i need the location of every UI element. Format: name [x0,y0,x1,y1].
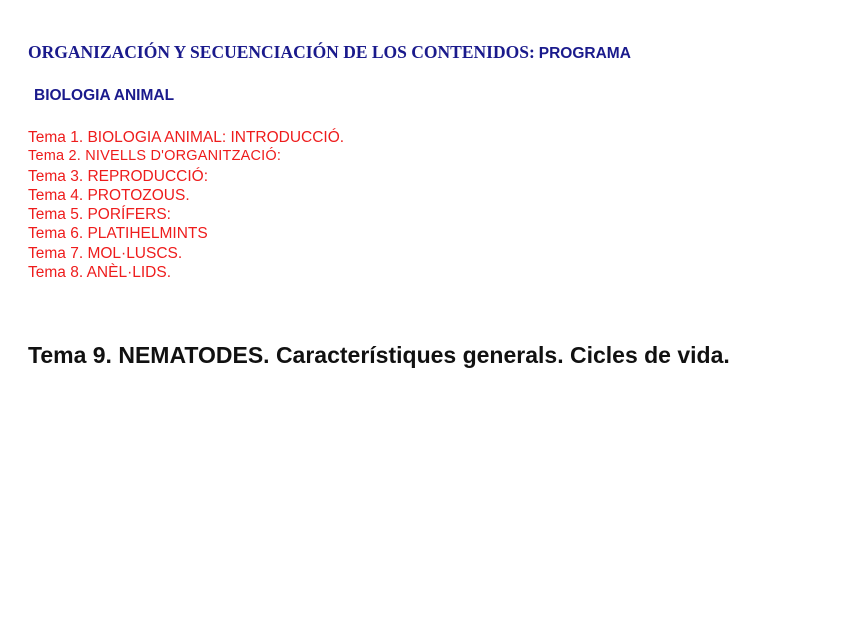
current-topic-title: Tema 9. NEMATODES. Característiques generals. Cicles de vida. [28,342,730,368]
topic-item-2: Tema 2. NIVELLS D'ORGANITZACIÓ: [28,148,282,165]
topic-item-1: Tema 1. BIOLOGIA ANIMAL: INTRODUCCIÓ. [28,129,345,146]
topic-item-5: Tema 5. PORÍFERS: [28,206,171,224]
heading-suffix: PROGRAMA [538,45,631,62]
topic-item-3: Tema 3. REPRODUCCIÓ: [28,167,209,185]
topic-item-8: Tema 8. ANÈL·LIDS. [28,264,172,282]
topic-item-7: Tema 7. MOL·LUSCS. [28,244,183,262]
slide-heading [28,41,631,65]
heading-main: ORGANIZACIÓN Y SECUENCIACIÓN DE LOS CONTENIDOS: [28,42,535,62]
topic-list [28,128,344,282]
topic-item-4: Tema 4. PROTOZOUS. [28,186,190,204]
topic-item-6: Tema 6. PLATIHELMINTS [28,225,208,243]
subject-title: BIOLOGIA ANIMAL [34,87,175,104]
